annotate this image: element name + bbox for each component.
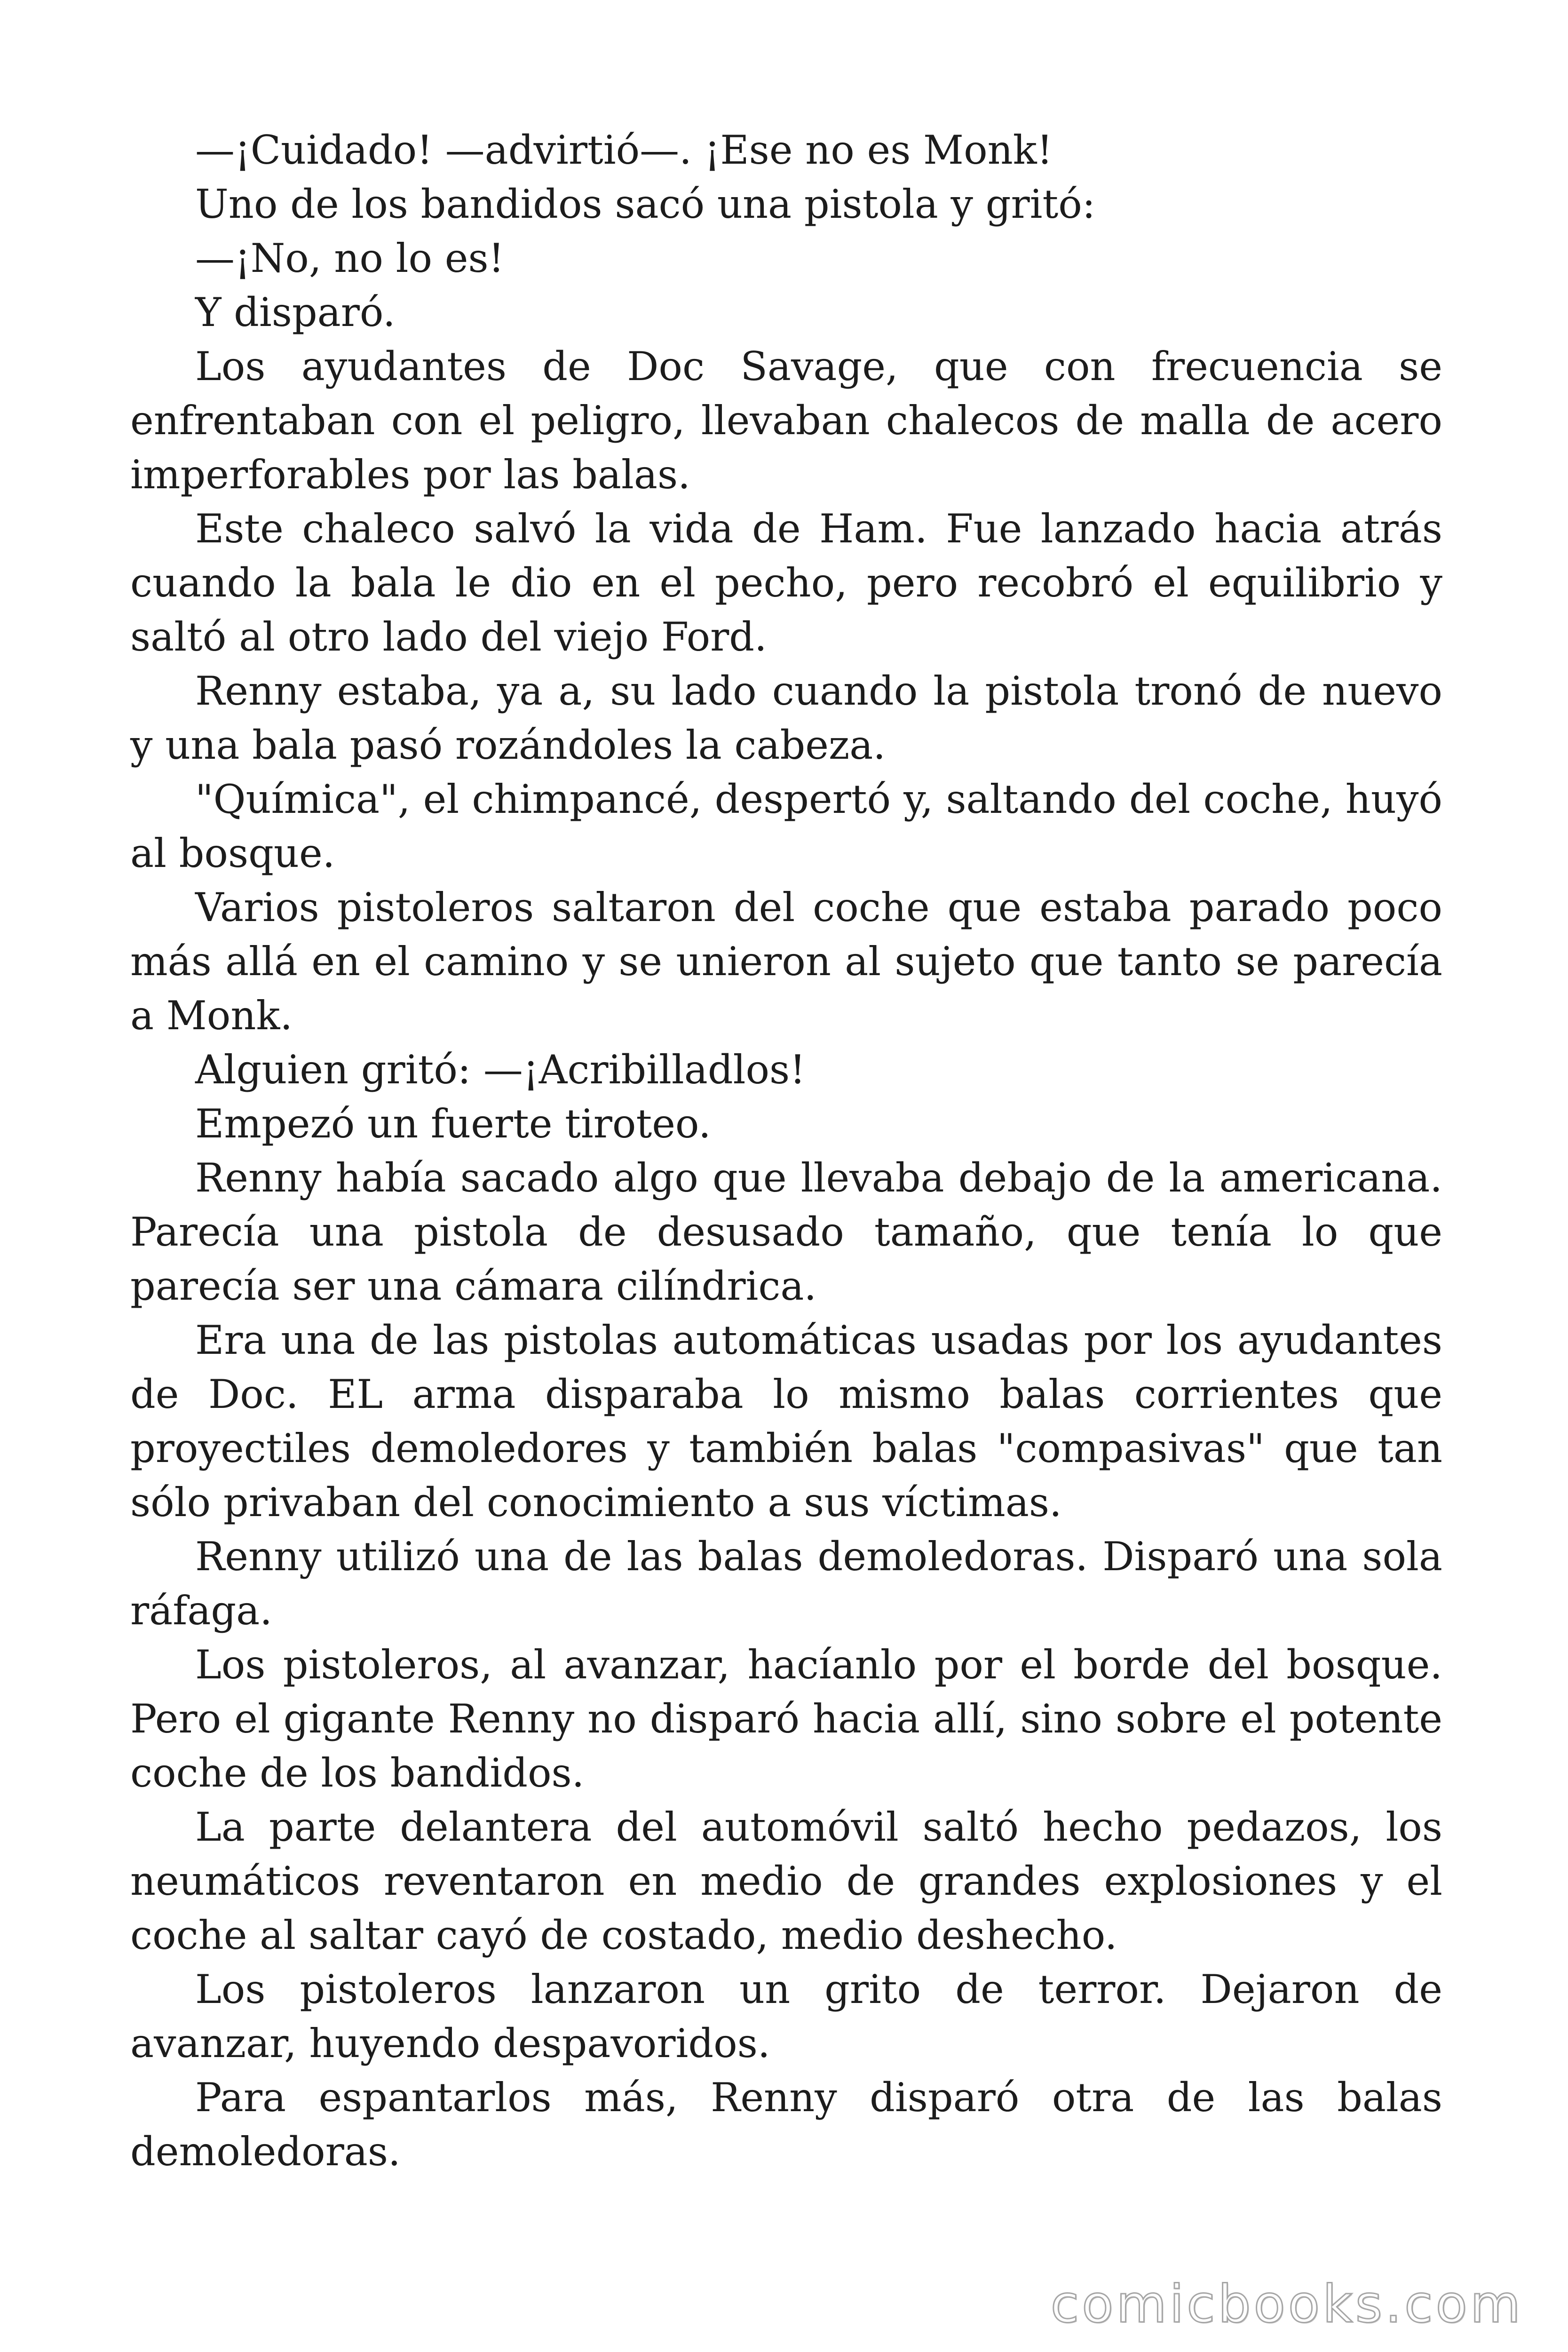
paragraph: Era una de las pistolas automáticas usadas por los ayudantes de Doc. EL arma disparaba lo mismo balas corrientes que proyectiles demoledores y también balas "compasivas" que tan sólo privaban del conocimiento a sus víctimas. xyxy=(130,1317,1442,1526)
paragraph: Y disparó. xyxy=(195,289,396,335)
paragraph: Para espantarlos más, Renny disparó otra de las balas demoledoras. xyxy=(130,2074,1442,2175)
paragraph: La parte delantera del automóvil saltó hecho pedazos, los neumáticos reventaron en medio de grandes explosiones y el coche al saltar cayó de costado, medio deshecho. xyxy=(130,1804,1442,1958)
paragraph: Renny utilizó una de las balas demoledoras. Disparó una sola ráfaga. xyxy=(130,1534,1442,1634)
paragraph: Los pistoleros lanzaron un grito de terror. Dejaron de avanzar, huyendo despavoridos. xyxy=(130,1966,1442,2066)
paragraph: Alguien gritó: —¡Acribilladlos! xyxy=(195,1047,806,1093)
paragraph: —¡Cuidado! —advirtió—. ¡Ese no es Monk! xyxy=(195,127,1053,173)
paragraph: Uno de los bandidos sacó una pistola y gritó: xyxy=(195,181,1096,227)
watermark: comicbooks.com xyxy=(1050,2274,1523,2334)
paragraph: Empezó un fuerte tiroteo. xyxy=(195,1101,711,1147)
paragraph: Renny estaba, ya a, su lado cuando la pistola tronó de nuevo y una bala pasó rozándoles la cabeza. xyxy=(130,668,1442,768)
body-text xyxy=(130,123,1442,2179)
paragraph: "Química", el chimpancé, despertó y, saltando del coche, huyó al bosque. xyxy=(130,776,1442,876)
paragraph: Los ayudantes de Doc Savage, que con frecuencia se enfrentaban con el peligro, llevaban chalecos de malla de acero imperforables por las balas. xyxy=(130,343,1442,498)
paragraph: Los pistoleros, al avanzar, hacíanlo por el borde del bosque. Pero el gigante Renny no disparó hacia allí, sino sobre el potente coche de los bandidos. xyxy=(130,1642,1442,1796)
paragraph: Este chaleco salvó la vida de Ham. Fue lanzado hacia atrás cuando la bala le dio en el pecho, pero recobró el equilibrio y saltó al otro lado del viejo Ford. xyxy=(130,506,1442,660)
paragraph: Renny había sacado algo que llevaba debajo de la americana. Parecía una pistola de desusado tamaño, que tenía lo que parecía ser una cámara cilíndrica. xyxy=(130,1155,1442,1309)
paragraph: —¡No, no lo es! xyxy=(195,235,505,281)
paragraph: Varios pistoleros saltaron del coche que estaba parado poco más allá en el camino y se unieron al sujeto que tanto se parecía a Monk. xyxy=(130,884,1442,1039)
